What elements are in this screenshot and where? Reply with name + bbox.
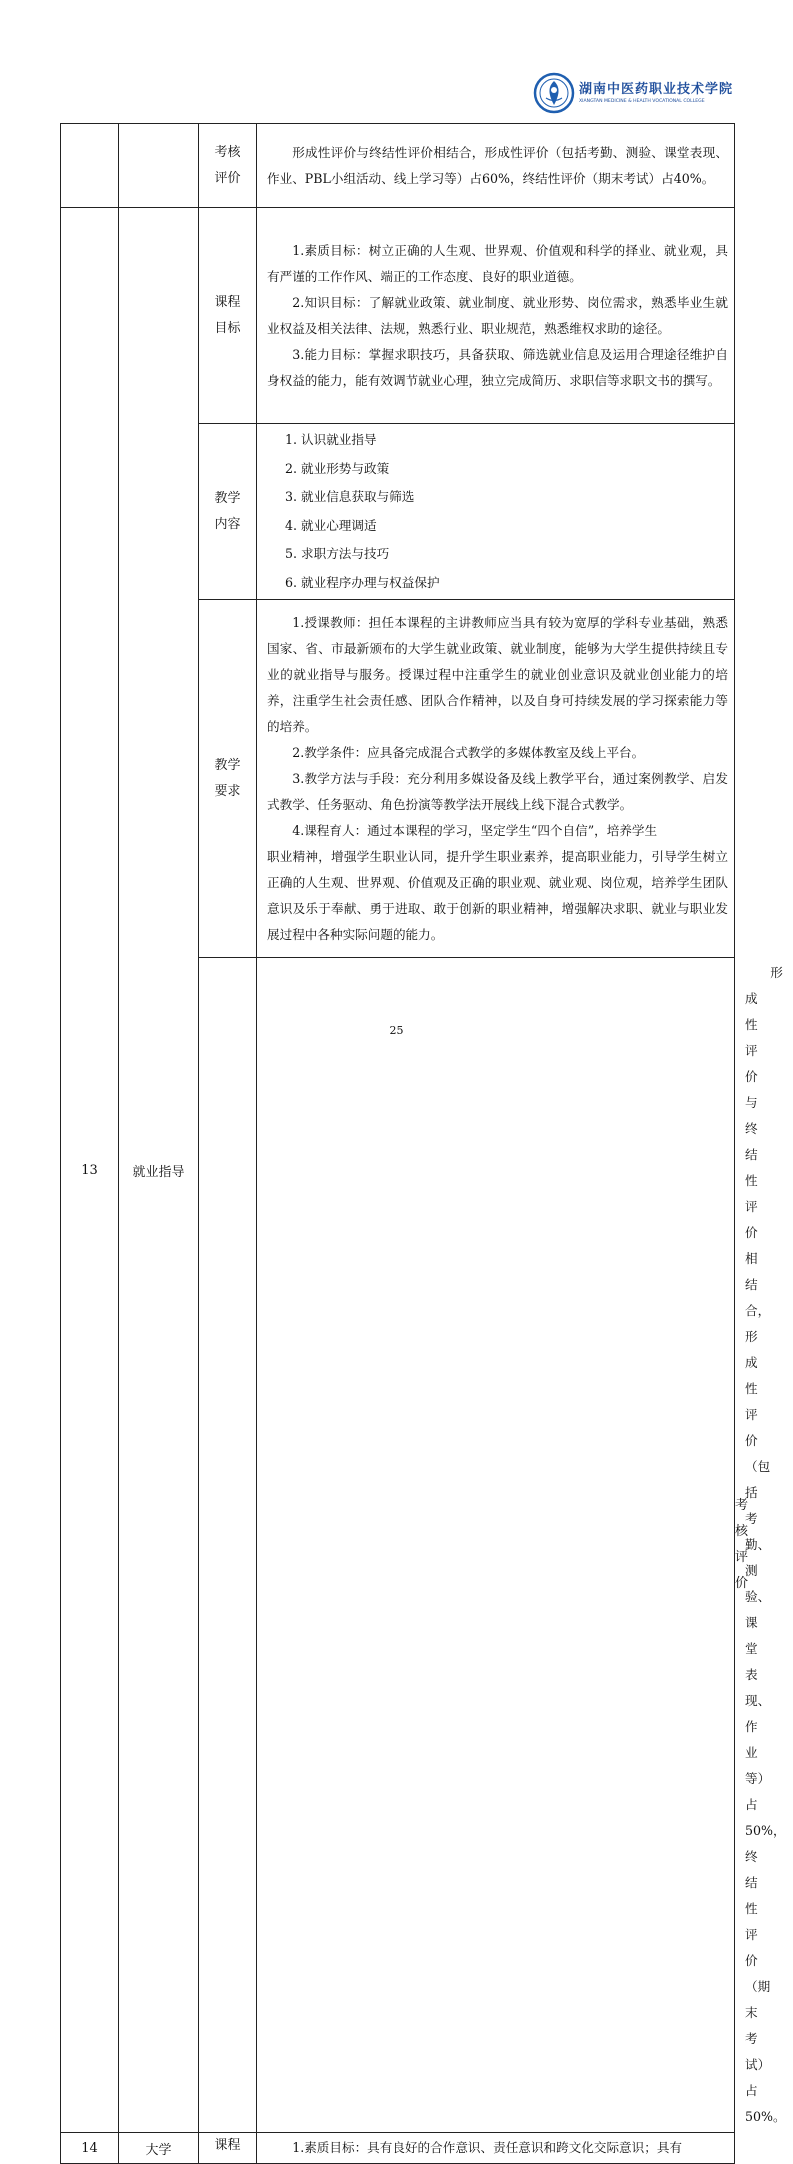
assess-text: 形成性评价与终结性评价相结合，形成性评价（包括考勤、测验、课堂表现、作业、PBL小组活动、线上学习等）占60%，终结性评价（期末考试）占40%。 <box>257 124 735 208</box>
content-list <box>257 424 735 600</box>
num-cell <box>61 124 119 208</box>
curriculum-table <box>60 123 786 2164</box>
goals-text: 1.素质目标：具有良好的合作意识、责任意识和跨文化交际意识；具有 <box>257 2133 735 2164</box>
college-name-cn: 湖南中医药职业技术学院 <box>579 81 734 97</box>
course-number: 13 <box>61 208 119 2133</box>
college-name-en: XIANGTAN MEDICINE & HEALTH VOCATIONAL COLLEGE <box>579 98 705 104</box>
assess-label: 考核 评价 <box>199 124 257 208</box>
table-row <box>61 208 735 424</box>
course-number: 14 <box>61 2133 119 2164</box>
content-label: 教学 内容 <box>199 424 257 600</box>
list-item: 1. 认识就业指导 <box>285 432 377 447</box>
college-emblem-icon <box>533 72 575 114</box>
goals-label: 课程 <box>199 2133 257 2164</box>
table-row: 考核 评价 形成性评价与终结性评价相结合，形成性评价（包括考勤、测验、课堂表现、作业等）占50%，终结性评价（期末考试）占50%。 <box>61 958 735 2133</box>
list-item: 4. 就业心理调适 <box>285 517 377 533</box>
course-cell <box>119 124 199 208</box>
college-logo <box>533 70 733 116</box>
course-name: 就业指导 <box>119 208 199 2133</box>
list-item: 3. 就业信息获取与筛选 <box>285 489 415 504</box>
table-row <box>61 124 735 208</box>
course-name: 大学 <box>119 2133 199 2164</box>
list-item: 5. 求职方法与技巧 <box>285 546 390 561</box>
num-cell <box>199 958 257 2133</box>
list-item: 6. 就业程序办理与权益保护 <box>285 574 440 590</box>
requirements-text: 1.授课教师：担任本课程的主讲教师应当具有较为宽厚的学科专业基础，熟悉国家、省、市最新颁布的大学生就业政策、就业制度，能够为大学生提供持续且专业的就业指导与服务。授课过程中注重学生的就业创业意识及就业创业能力的培养，注重学生社会责任感、团队合作精神，以及自身可持续发展的学习探索能力等的培养。 2.教学条件：应具备完成混合式教学的多媒体教室及线上平台。 3.教学方法与手段：充分利用多媒设备及线上教学平台，通过案例教学、启发式教学、任务驱动、角色扮演等教学法开展线上线下混合式教学。 4.课程育人：通过本课程的学习，坚定学生“四个自信”，培养学生 职业精神，增强学生职业认同，提升学生职业素养，提高职业能力，引导学生树立正确的人生观、世界观、价值观及正确的职业观、就业观、岗位观，培养学生团队意识及乐于奉献、勇于进取、敢于创新的职业精神，增强解决求职、就业与职业发展过程中各种实际问题的能力。 <box>257 600 735 958</box>
list-item: 2. 就业形势与政策 <box>285 460 390 476</box>
page-number: 25 <box>389 1024 404 1037</box>
table-row <box>61 2133 735 2164</box>
requirements-label: 教学 要求 <box>199 600 257 958</box>
course-cell <box>257 958 735 2133</box>
goals-text: 1.素质目标：树立正确的人生观、世界观、价值观和科学的择业、就业观，具有严谨的工作作风、端正的工作态度、良好的职业道德。 2.知识目标：了解就业政策、就业制度、就业形势、岗位需求，熟悉毕业生就业权益及相关法律、法规，熟悉行业、职业规范，熟悉维权求助的途径。 3.能力目标：掌握求职技巧，具备获取、筛选就业信息及运用合理途径维护自身权益的能力，能有效调节就业心理，独立完成简历、求职信等求职文书的撰写。 <box>257 208 735 424</box>
goals-label: 课程 目标 <box>199 208 257 424</box>
